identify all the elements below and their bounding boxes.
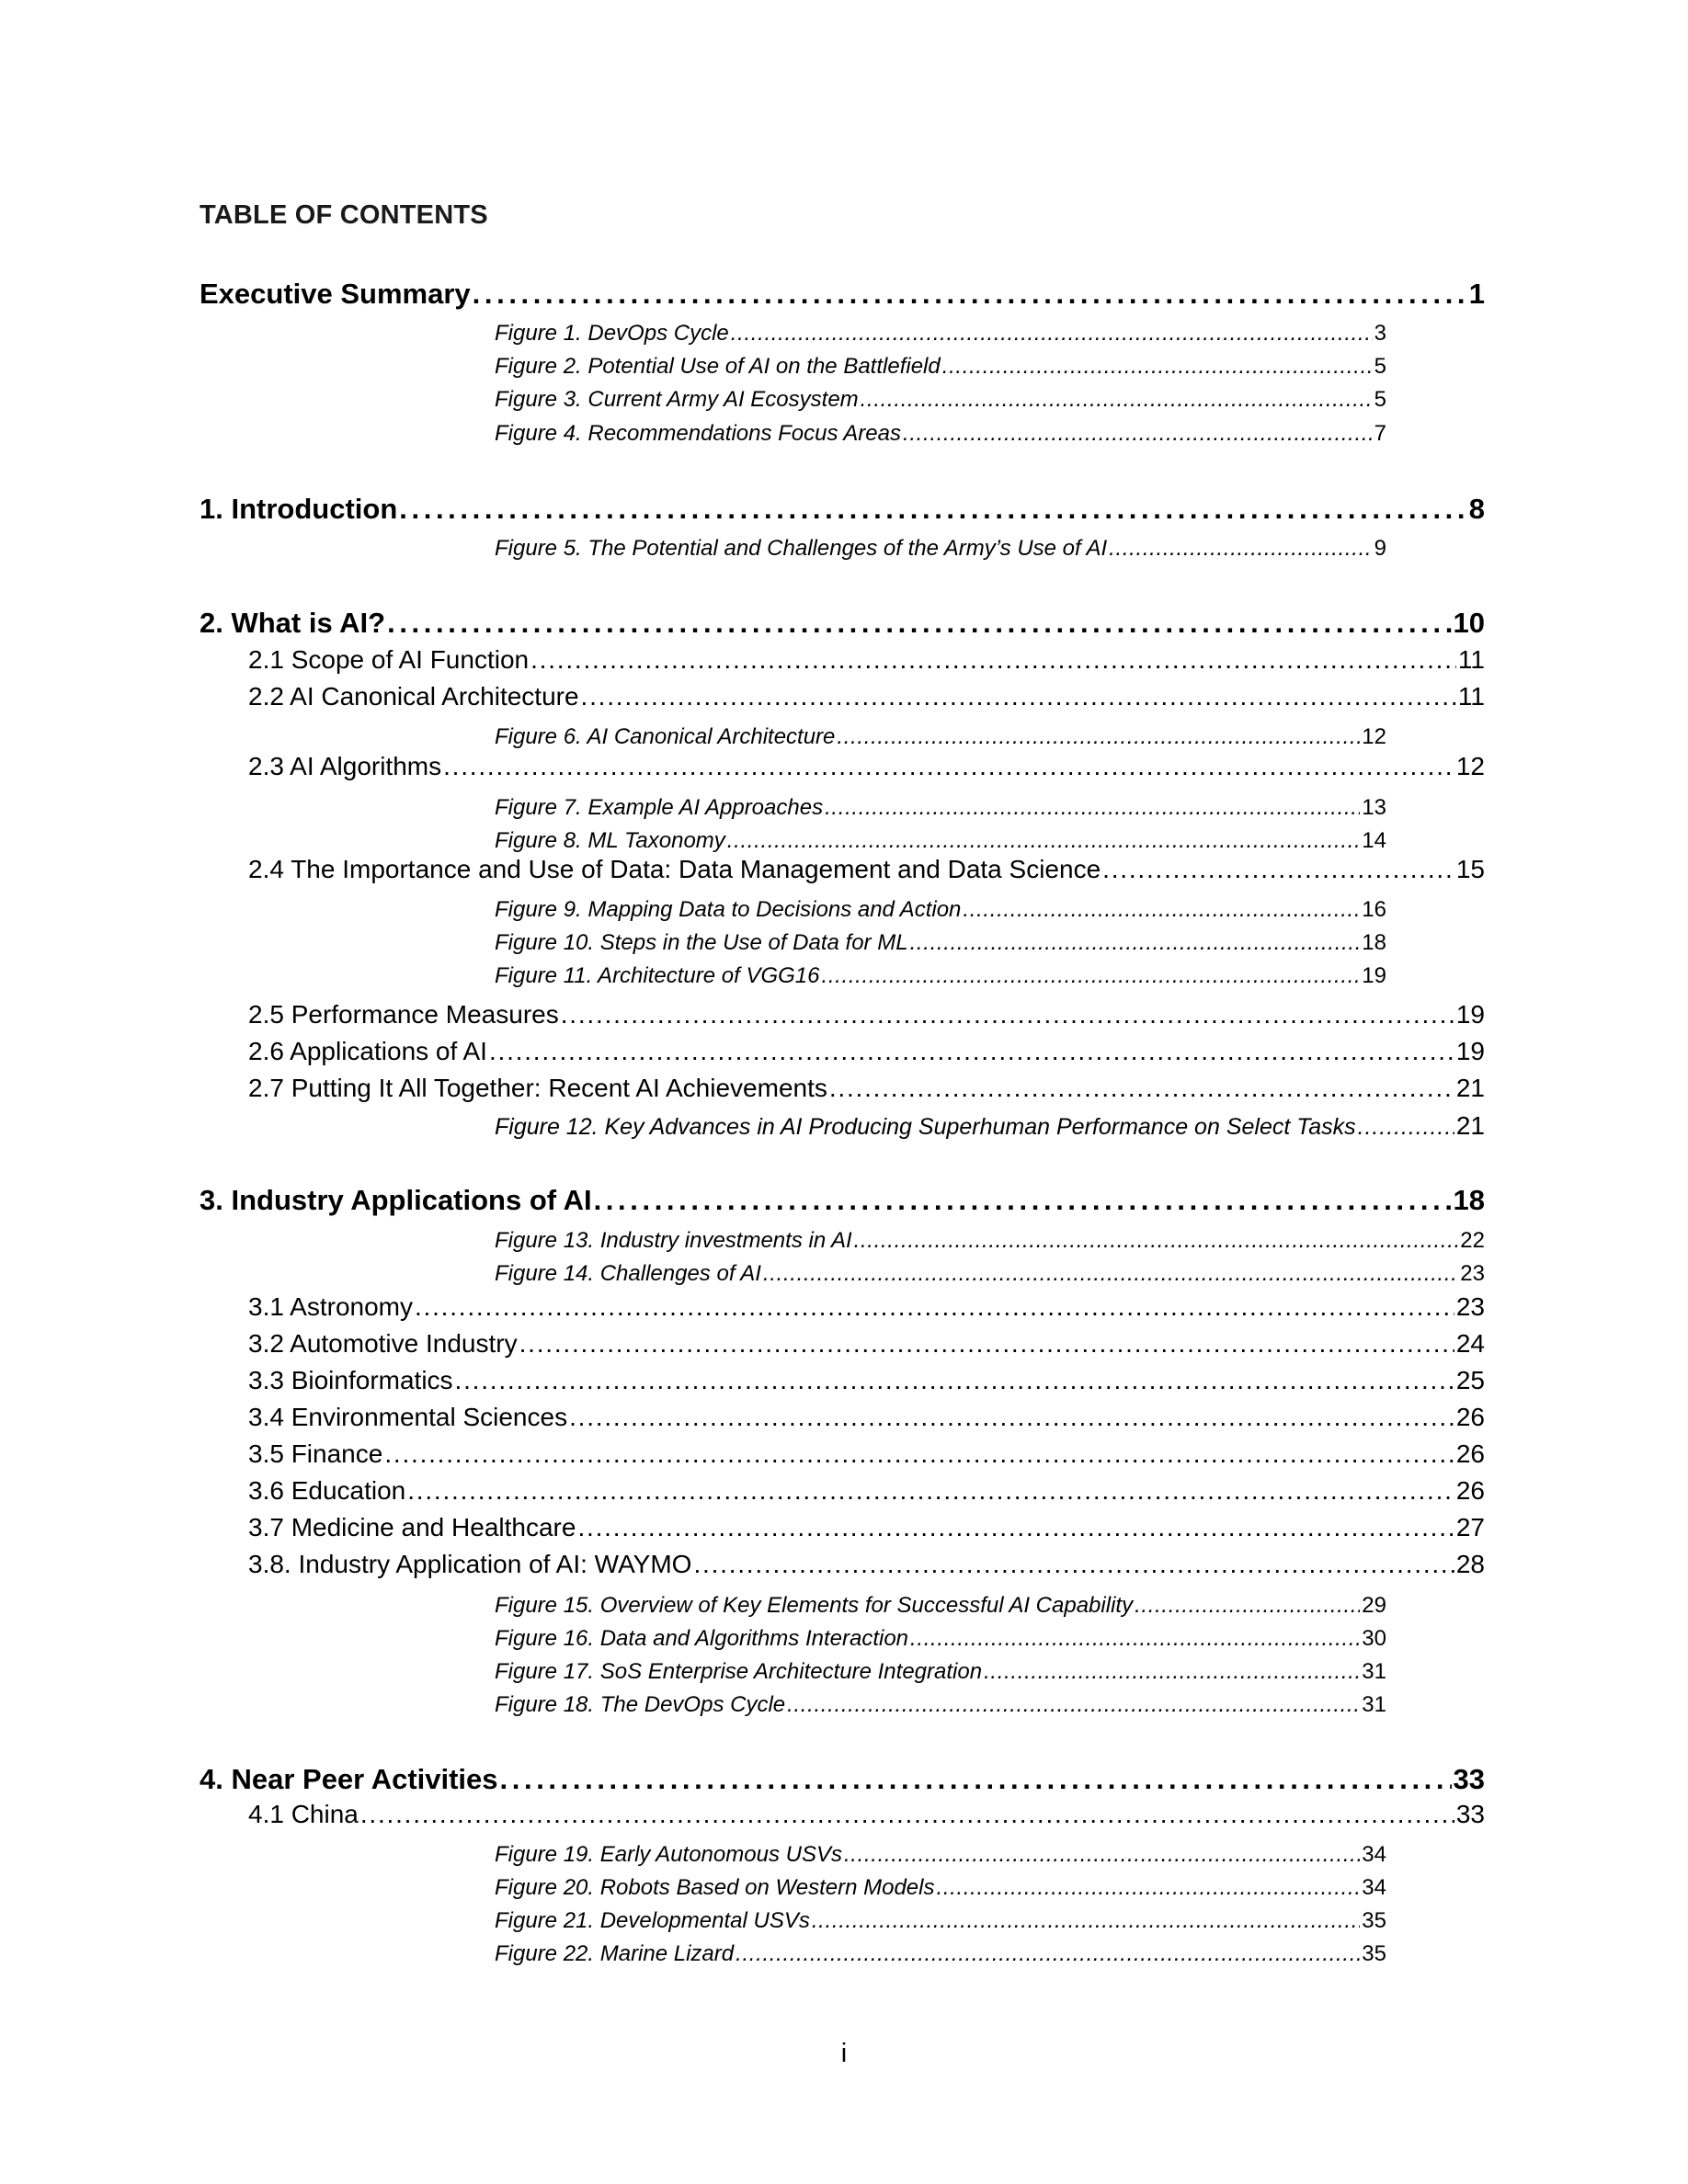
dot-leader <box>519 1329 1454 1359</box>
toc-entry-page: 21 <box>1455 1111 1485 1140</box>
toc-figure-entry[interactable] <box>495 1908 1386 1938</box>
toc-entry-label: 2. What is AI? <box>200 607 386 639</box>
toc-entry-page: 23 <box>1460 1261 1485 1286</box>
toc-entry-label: 3.2 Automotive Industry <box>248 1329 518 1358</box>
page-number: i <box>840 2039 848 2068</box>
toc-entry-page: 12 <box>1455 752 1485 780</box>
toc-entry-page: 23 <box>1455 1292 1485 1321</box>
toc-entry-page: 9 <box>1374 536 1386 561</box>
dot-leader <box>581 682 1456 711</box>
toc-entry-page: 31 <box>1362 1659 1386 1684</box>
toc-entry-page: 33 <box>1455 1800 1485 1828</box>
toc-figure-entry[interactable] <box>495 1692 1386 1722</box>
toc-section-entry[interactable] <box>200 607 1485 643</box>
toc-entry-page: 14 <box>1362 828 1386 853</box>
toc-entry-page: 18 <box>1453 1184 1485 1216</box>
dot-leader <box>384 1439 1454 1469</box>
toc-entry-page: 7 <box>1374 421 1386 446</box>
toc-entry-page: 8 <box>1468 493 1485 525</box>
dot-leader <box>473 278 1467 311</box>
toc-entry-page: 18 <box>1362 930 1386 955</box>
toc-subsection-entry[interactable] <box>248 1037 1485 1070</box>
dot-leader <box>984 1659 1360 1685</box>
toc-figure-entry[interactable] <box>495 963 1386 993</box>
toc-entry-label: Figure 2. Potential Use of AI on the Battlefield <box>495 354 941 379</box>
toc-figure-entry[interactable] <box>495 1261 1485 1291</box>
toc-entry-label: 2.2 AI Canonical Architecture <box>248 682 579 711</box>
toc-figure-entry[interactable] <box>495 1626 1386 1655</box>
toc-entry-page: 11 <box>1457 682 1485 711</box>
toc-entry-label: Figure 11. Architecture of VGG16 <box>495 963 820 988</box>
toc-entry-page: 31 <box>1362 1692 1386 1717</box>
toc-subsection-entry[interactable] <box>248 1513 1485 1546</box>
toc-entry-label: Figure 9. Mapping Data to Decisions and Action <box>495 897 962 922</box>
toc-entry-label: 3.4 Environmental Sciences <box>248 1403 568 1431</box>
toc-subsection-entry[interactable] <box>248 752 1485 785</box>
dot-leader <box>910 1626 1360 1652</box>
toc-section-entry[interactable] <box>200 1184 1485 1221</box>
toc-entry-page: 16 <box>1362 897 1386 922</box>
dot-leader <box>489 1037 1454 1066</box>
dot-leader <box>861 387 1373 413</box>
toc-section-entry[interactable] <box>200 278 1485 314</box>
toc-entry-page: 28 <box>1455 1550 1485 1578</box>
toc-entry-page: 24 <box>1455 1329 1485 1358</box>
dot-leader <box>936 1875 1360 1901</box>
toc-subsection-entry[interactable] <box>248 1403 1485 1436</box>
toc-entry-label: Figure 10. Steps in the Use of Data for ML <box>495 930 908 955</box>
toc-entry-label: 3.7 Medicine and Healthcare <box>248 1513 576 1541</box>
toc-entry-label: 3.6 Education <box>248 1476 406 1505</box>
toc-subsection-entry[interactable] <box>248 682 1485 715</box>
dot-leader <box>910 930 1361 956</box>
toc-entry-label: 3. Industry Applications of AI <box>200 1184 592 1216</box>
dot-leader <box>577 1513 1454 1542</box>
toc-entry-label: Figure 13. Industry investments in AI <box>495 1228 852 1253</box>
toc-entry-label: 1. Introduction <box>200 493 398 525</box>
toc-entry-label: Figure 22. Marine Lizard <box>495 1941 735 1966</box>
dot-leader <box>727 828 1361 854</box>
toc-entry-label: Executive Summary <box>200 278 471 310</box>
toc-entry-label: Figure 6. AI Canonical Architecture <box>495 724 836 749</box>
toc-subsection-entry[interactable] <box>248 1292 1485 1325</box>
dot-leader <box>500 1763 1452 1796</box>
dot-leader <box>399 493 1466 526</box>
toc-entry-label: 3.5 Finance <box>248 1439 383 1468</box>
toc-figure-entry[interactable] <box>495 1842 1386 1871</box>
toc-entry-page: 1 <box>1468 278 1485 310</box>
toc-figure-entry[interactable] <box>495 354 1386 383</box>
dot-leader <box>812 1908 1360 1934</box>
toc-entry-label: Figure 1. DevOps Cycle <box>495 321 729 346</box>
dot-leader <box>854 1228 1459 1254</box>
toc-entry-page: 33 <box>1453 1763 1485 1795</box>
toc-entry-label: Figure 17. SoS Enterprise Architecture Integration <box>495 1659 983 1684</box>
toc-entry-label: Figure 15. Overview of Key Elements for Successful AI Capability <box>495 1593 1134 1618</box>
dot-leader <box>1102 855 1454 884</box>
toc-figure-entry[interactable] <box>495 724 1386 754</box>
toc-entry-label: Figure 4. Recommendations Focus Areas <box>495 421 901 446</box>
toc-figure-entry[interactable] <box>495 1228 1485 1257</box>
toc-entry-label: 2.5 Performance Measures <box>248 1000 559 1029</box>
toc-entry-label: Figure 18. The DevOps Cycle <box>495 1692 786 1717</box>
dot-leader <box>942 354 1373 380</box>
toc-figure-entry[interactable] <box>495 1593 1386 1622</box>
toc-entry-label: 2.3 AI Algorithms <box>248 752 442 780</box>
toc-entry-label: 3.3 Bioinformatics <box>248 1366 453 1394</box>
toc-entry-page: 5 <box>1374 387 1386 412</box>
toc-subsection-entry[interactable] <box>248 1366 1485 1399</box>
toc-figure-entry[interactable] <box>495 795 1386 825</box>
toc-entry-page: 22 <box>1460 1228 1485 1253</box>
toc-entry-page: 35 <box>1362 1941 1386 1966</box>
toc-entry-label: Figure 21. Developmental USVs <box>495 1908 810 1933</box>
dot-leader <box>1109 536 1373 562</box>
dot-leader <box>1135 1593 1360 1619</box>
dot-leader <box>415 1292 1454 1322</box>
toc-figure-entry[interactable] <box>495 828 1386 858</box>
toc-entry-page: 15 <box>1455 855 1485 883</box>
toc-subsection-entry[interactable] <box>248 1074 1485 1107</box>
dot-leader <box>530 645 1456 675</box>
toc-figure-entry[interactable] <box>495 1111 1485 1141</box>
toc-entry-label: Figure 5. The Potential and Challenges of the Army’s Use of AI <box>495 536 1108 561</box>
toc-figure-entry[interactable] <box>495 321 1386 350</box>
toc-entry-page: 5 <box>1374 354 1386 379</box>
toc-entry-page: 19 <box>1455 1037 1485 1065</box>
toc-entry-label: Figure 19. Early Autonomous USVs <box>495 1842 842 1867</box>
toc-figure-entry[interactable] <box>495 1875 1386 1905</box>
dot-leader <box>360 1800 1454 1829</box>
toc-entry-page: 19 <box>1455 1000 1485 1029</box>
dot-leader <box>443 752 1454 781</box>
toc-figure-entry[interactable] <box>495 930 1386 960</box>
toc-entry-label: Figure 8. ML Taxonomy <box>495 828 725 853</box>
page-title: TABLE OF CONTENTS <box>200 200 488 230</box>
toc-entry-page: 21 <box>1455 1074 1485 1102</box>
dot-leader <box>387 607 1451 640</box>
dot-leader <box>903 421 1373 447</box>
dot-leader <box>594 1184 1452 1217</box>
dot-leader <box>829 1074 1454 1103</box>
toc-entry-page: 30 <box>1362 1626 1386 1651</box>
dot-leader <box>822 963 1361 989</box>
dot-leader <box>763 1261 1458 1287</box>
toc-figure-entry[interactable] <box>495 897 1386 927</box>
toc-entry-label: Figure 20. Robots Based on Western Models <box>495 1875 935 1900</box>
toc-entry-page: 34 <box>1362 1842 1386 1867</box>
toc-entry-page: 12 <box>1362 724 1386 749</box>
toc-subsection-entry[interactable] <box>248 1800 1485 1833</box>
toc-entry-page: 34 <box>1362 1875 1386 1900</box>
toc-entry-page: 35 <box>1362 1908 1386 1933</box>
toc-entry-label: 3.8. Industry Application of AI: WAYMO <box>248 1550 692 1578</box>
dot-leader <box>1358 1114 1454 1141</box>
toc-entry-page: 27 <box>1455 1513 1485 1541</box>
toc-subsection-entry[interactable] <box>248 1000 1485 1033</box>
toc-entry-label: Figure 7. Example AI Approaches <box>495 795 824 820</box>
toc-figure-entry[interactable] <box>495 1941 1386 1971</box>
toc-subsection-entry[interactable] <box>248 855 1485 888</box>
toc-entry-page: 26 <box>1455 1403 1485 1431</box>
dot-leader <box>569 1403 1454 1432</box>
toc-entry-label: Figure 14. Challenges of AI <box>495 1261 761 1286</box>
dot-leader <box>825 795 1360 821</box>
toc-entry-page: 13 <box>1362 795 1386 820</box>
toc-entry-label: Figure 3. Current Army AI Ecosystem <box>495 387 859 412</box>
toc-entry-label: 2.4 The Importance and Use of Data: Data Management and Data Science <box>248 855 1101 883</box>
toc-entry-page: 3 <box>1374 321 1386 346</box>
dot-leader <box>844 1842 1360 1868</box>
toc-figure-entry[interactable] <box>495 1659 1386 1689</box>
toc-subsection-entry[interactable] <box>248 1329 1485 1362</box>
toc-subsection-entry[interactable] <box>248 1476 1485 1509</box>
toc-entry-page: 26 <box>1455 1476 1485 1505</box>
toc-entry-label: 2.7 Putting It All Together: Recent AI Achievements <box>248 1074 827 1102</box>
toc-subsection-entry[interactable] <box>248 1439 1485 1473</box>
dot-leader <box>693 1550 1454 1579</box>
toc-entry-page: 29 <box>1362 1593 1386 1618</box>
dot-leader <box>561 1000 1454 1029</box>
toc-entry-label: 4.1 China <box>248 1800 359 1828</box>
toc-entry-page: 26 <box>1455 1439 1485 1468</box>
toc-subsection-entry[interactable] <box>248 1550 1485 1583</box>
dot-leader <box>736 1941 1360 1967</box>
toc-figure-entry[interactable] <box>495 421 1386 450</box>
toc-entry-label: 2.6 Applications of AI <box>248 1037 487 1065</box>
toc-entry-label: 3.1 Astronomy <box>248 1292 413 1321</box>
toc-entry-page: 25 <box>1455 1366 1485 1394</box>
toc-entry-label: 2.1 Scope of AI Function <box>248 645 530 674</box>
dot-leader <box>787 1692 1360 1718</box>
toc-entry-label: Figure 16. Data and Algorithms Interaction <box>495 1626 909 1651</box>
toc-figure-entry[interactable] <box>495 387 1386 416</box>
dot-leader <box>407 1476 1454 1506</box>
toc-entry-page: 10 <box>1453 607 1485 639</box>
toc-entry-page: 11 <box>1457 645 1485 674</box>
toc-figure-entry[interactable] <box>495 536 1386 565</box>
dot-leader <box>455 1366 1454 1395</box>
toc-subsection-entry[interactable] <box>248 645 1485 678</box>
dot-leader <box>963 897 1360 923</box>
dot-leader <box>837 724 1360 750</box>
toc-section-entry[interactable] <box>200 1763 1485 1800</box>
toc-section-entry[interactable] <box>200 493 1485 529</box>
toc-entry-label: Figure 12. Key Advances in AI Producing Superhuman Performance on Select Tasks <box>495 1114 1356 1140</box>
dot-leader <box>731 321 1373 347</box>
toc-entry-page: 19 <box>1362 963 1386 988</box>
toc-entry-label: 4. Near Peer Activities <box>200 1763 498 1795</box>
